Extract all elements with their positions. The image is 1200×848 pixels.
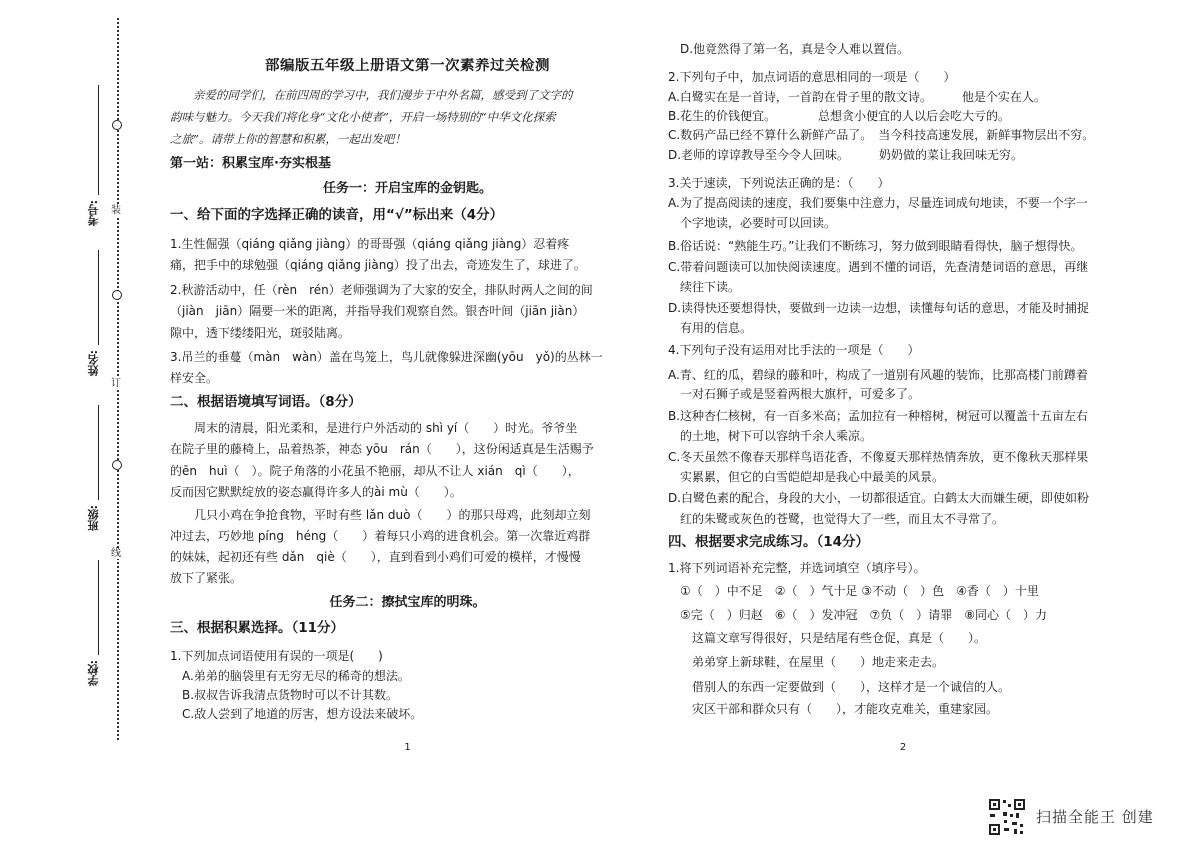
text-line: 4.下列句子没有运用对比手法的一项是（ ） <box>668 343 920 357</box>
text-line: 3.吊兰的垂蔓（màn wàn）盖在鸟笼上，鸟儿就像躲进深幽(yōu yǒ)的丛林一 <box>170 350 603 364</box>
text-line: B.俗话说：“熟能生巧。”让我们不断练习，努力做到眼睛看得快，脑子想得快。 <box>668 239 1083 253</box>
text-line: D.白鹭色素的配合，身段的大小，一切都很适宜。白鹤太大而嫌生硬，即使如粉 <box>668 491 1090 505</box>
page-number: 2 <box>899 742 907 753</box>
scanner-watermark: 扫描全能王 创建 <box>1036 808 1154 826</box>
bind-mark: 线 <box>111 548 121 559</box>
text-line: 2.秋游活动中，任（rèn rén）老师强调为了大家的安全，排队时两人之间的间 <box>170 283 593 297</box>
station-heading: 第一站：积累宝库·夯实根基 <box>170 156 331 171</box>
bind-mark: 订 <box>111 378 121 389</box>
qr-code-icon <box>988 798 1026 836</box>
text-line: C.带着问题读可以加快阅读速度。遇到不懂的词语，先查清楚词语的意思，再继 <box>668 260 1089 274</box>
section-heading: 三、根据积累选择。（11分） <box>170 620 345 636</box>
text-line: 1.下列加点词语使用有误的一项是( ) <box>170 649 383 663</box>
text-line: A.白鹭实在是一首诗，一首韵在骨子里的散文诗。 他是个实在人。 <box>668 90 1046 104</box>
bind-mark: 装 <box>111 205 121 216</box>
text-line: 一对石狮子或是竖着两根大旗杆，可爱多了。 <box>668 387 921 401</box>
text-line: 周末的清晨，阳光柔和，是进行户外活动的 shì yí（ ）时光。爷爷坐 <box>170 421 578 435</box>
text-line: ①（ ）中不足 ②（ ）气十足 ③不动（ ）色 ④香（ ）十里 <box>668 584 1039 598</box>
binding-hole <box>112 120 122 130</box>
name-label: 姓名: <box>87 350 100 377</box>
text-line: A.为了提高阅读的速度，我们要集中注意力，尽量连词成句地读，不要一个字一 <box>668 196 1088 210</box>
text-line: 1.生性倔强（qiáng qiǎng jiàng）的哥哥强（qiáng qiǎng jiàng）忍着疼 <box>170 237 570 251</box>
text-line: 反而因它默默绽放的姿态赢得许多人的ài mù（ ）。 <box>170 485 462 499</box>
text-line: A.弟弟的脑袋里有无穷无尽的稀奇的想法。 <box>170 669 410 683</box>
intro-line: 韵味与魅力。今天我们将化身“文化小使者”，开启一场特别的“中华文化探索 <box>170 110 556 124</box>
text-line: （jiàn jiān）隔要一米的距离，并指导我们观察自然。银杏叶间（jiān jiàn） <box>170 304 585 318</box>
student-number-label: 考号: <box>87 200 100 227</box>
text-line: D.老师的谆谆教导至今令人回味。 奶奶做的菜让我回味无穷。 <box>668 148 1024 162</box>
text-line: C.数码产品已经不算什么新鲜产品了。 当今科技高速发展，新鲜事物层出不穷。 <box>668 128 1095 142</box>
intro-line: 亲爱的同学们，在前四周的学习中，我们漫步于中外名篇，感受到了文字的 <box>170 88 573 102</box>
text-line: 的ēn huì（ ）。院子角落的小花虽不艳丽，却从不让人 xián qì（ ）， <box>170 464 580 478</box>
text-line: 实累累，但它的白雪皑皑却是我心中最美的风景。 <box>668 470 945 484</box>
text-line: 续往下读。 <box>668 280 741 294</box>
binding-margin <box>0 0 160 848</box>
exam-page-2 <box>668 0 1138 848</box>
text-line: C.敌人尝到了地道的厉害，想方设法来破坏。 <box>170 707 423 721</box>
name-field[interactable] <box>98 250 99 345</box>
text-line: 的妹妹，起初还有些 dǎn qiè（ ），直到看到小鸡们可爱的模样，才慢慢 <box>170 550 581 564</box>
text-line: 这篇文章写得很好，只是结尾有些仓促，真是（ ）。 <box>668 631 987 645</box>
text-line: 3.关于速读，下列说法正确的是：（ ） <box>668 176 890 190</box>
class-field[interactable] <box>98 405 99 500</box>
text-line: 痛，把手中的球勉强（qiáng qiǎng jiàng）投了出去，奇迹发生了，球进了。 <box>170 258 586 272</box>
text-line: 灾区干部和群众只有（ ），才能攻克难关，重建家园。 <box>668 702 999 716</box>
section-heading: 二、根据语境填写词语。（8分） <box>170 394 362 410</box>
text-line: C.冬天虽然不像春天那样鸟语花香，不像夏天那样热情奔放，更不像秋天那样果 <box>668 450 1089 464</box>
exam-page-1 <box>170 0 645 848</box>
text-line: 样安全。 <box>170 371 219 385</box>
text-line: ⑤完（ ）归赵 ⑥（ ）发冲冠 ⑦负（ ）请罪 ⑧同心（ ）力 <box>668 608 1048 622</box>
text-line: A.青、红的瓜，碧绿的藤和叶，构成了一道别有风趣的装饰，比那高楼门前蹲着 <box>668 368 1088 382</box>
text-line: 有用的信息。 <box>668 321 753 335</box>
text-line: 红的朱鹭或灰色的苍鹭，也觉得大了一些，而且太不寻常了。 <box>668 512 1005 526</box>
task-heading: 任务二：擦拭宝库的明珠。 <box>329 595 486 610</box>
exam-title: 部编版五年级上册语文第一次素养过关检测 <box>265 58 550 74</box>
text-line: 个字地读，必要时可以回读。 <box>668 216 837 230</box>
text-line: 几只小鸡在争抢食物，平时有些 lǎn duò（ ）的那只母鸡，此刻却立刻 <box>170 508 591 522</box>
text-line: 放下了紧张。 <box>170 571 243 585</box>
student-number-field[interactable] <box>98 85 99 195</box>
text-line: B.这种杏仁核树，有一百多米高；孟加拉有一种榕树，树冠可以覆盖十五亩左右 <box>668 409 1089 423</box>
text-line: 的土地，树下可以容纳千余人乘凉。 <box>668 429 873 443</box>
school-field[interactable] <box>98 560 99 655</box>
text-line: B.花生的价钱便宜。 总想贪小便宜的人以后会吃大亏的。 <box>668 109 1011 123</box>
binding-hole <box>112 290 122 300</box>
section-heading: 四、根据要求完成练习。（14分） <box>668 534 870 550</box>
text-line: 1.将下列词语补充完整，并选词填空（填序号）。 <box>668 561 926 575</box>
class-label: 班级: <box>87 505 100 532</box>
text-line: 在院子里的藤椅上，品着热茶，神态 yōu rán（ ），这份闲适真是生活赐予 <box>170 442 594 456</box>
page-number: 1 <box>404 742 411 753</box>
text-line: 借别人的东西一定要做到（ ），这样才是一个诚信的人。 <box>668 680 1011 694</box>
text-line: 2.下列句子中，加点词语的意思相同的一项是（ ） <box>668 70 956 84</box>
text-line: 弟弟穿上新球鞋，在屋里（ ）地走来走去。 <box>668 655 945 669</box>
school-label: 学校: <box>87 660 100 687</box>
text-line: B.叔叔告诉我清点货物时可以不计其数。 <box>170 688 399 702</box>
task-heading: 任务一：开启宝库的金钥匙。 <box>322 181 492 196</box>
text-line: D.他竟然得了第一名，真是令人难以置信。 <box>668 42 910 56</box>
section-heading: 一、给下面的字选择正确的读音，用“√”标出来（4分） <box>170 207 504 223</box>
intro-line: 之旅”。请带上你的智慧和积累，一起出发吧！ <box>170 132 406 146</box>
text-line: 隙中，透下缕缕阳光，斑驳陆离。 <box>170 326 351 340</box>
text-line: 冲过去，巧妙地 píng héng（ ）着每只小鸡的进食机会。第一次靠近鸡群 <box>170 529 591 543</box>
text-line: D.读得快还要想得快，要做到一边读一边想，读懂每句话的意思，才能及时捕捉 <box>668 301 1090 315</box>
binding-hole <box>112 460 122 470</box>
